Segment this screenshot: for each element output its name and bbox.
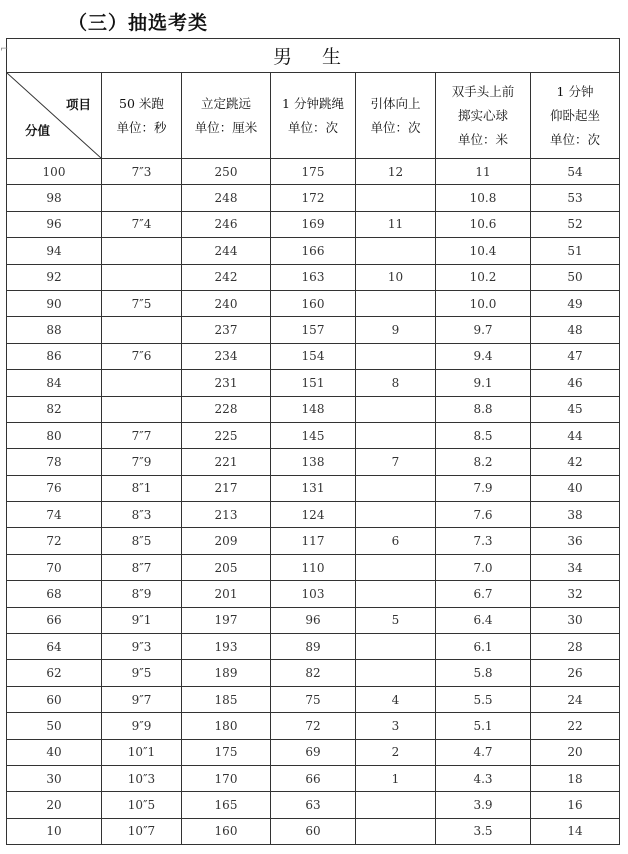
column-header-rope-skip-1min: 1 分钟跳绳 单位：次: [271, 73, 356, 159]
value-cell: 154: [271, 343, 356, 369]
score-cell: 76: [7, 475, 102, 501]
value-cell: 10.4: [436, 238, 531, 264]
value-cell: 9″7: [102, 686, 182, 712]
value-cell: 38: [531, 502, 620, 528]
value-cell: 217: [182, 475, 271, 501]
table-row: [7, 554, 620, 580]
table-row: [7, 422, 620, 448]
value-cell: 124: [271, 502, 356, 528]
value-cell: 8.5: [436, 422, 531, 448]
value-cell: 209: [182, 528, 271, 554]
value-cell: 175: [271, 159, 356, 185]
table-row: [7, 660, 620, 686]
value-cell: 89: [271, 634, 356, 660]
value-cell: 10: [356, 264, 436, 290]
value-cell: 7″3: [102, 159, 182, 185]
value-cell: 248: [182, 185, 271, 211]
value-cell: 30: [531, 607, 620, 633]
table-row: [7, 343, 620, 369]
value-cell: 7.9: [436, 475, 531, 501]
value-cell: 7″6: [102, 343, 182, 369]
value-cell: 11: [356, 211, 436, 237]
value-cell: 20: [531, 739, 620, 765]
score-cell: 90: [7, 290, 102, 316]
table-row: [7, 739, 620, 765]
value-cell: 221: [182, 449, 271, 475]
value-cell: 131: [271, 475, 356, 501]
value-cell: 47: [531, 343, 620, 369]
score-cell: 30: [7, 765, 102, 791]
edge-mark-left: ⌐: [0, 44, 9, 55]
value-cell: 7″7: [102, 422, 182, 448]
value-cell: 44: [531, 422, 620, 448]
value-cell: [356, 634, 436, 660]
table-row: [7, 686, 620, 712]
value-cell: [356, 818, 436, 844]
value-cell: [356, 290, 436, 316]
score-cell: 10: [7, 818, 102, 844]
value-cell: 10.6: [436, 211, 531, 237]
value-cell: 7.0: [436, 554, 531, 580]
value-cell: [102, 396, 182, 422]
table-row: [7, 264, 620, 290]
table-row: [7, 528, 620, 554]
score-cell: 100: [7, 159, 102, 185]
value-cell: 250: [182, 159, 271, 185]
column-header-run-50m: 50 米跑 单位：秒: [102, 73, 182, 159]
value-cell: 8.2: [436, 449, 531, 475]
score-cell: 94: [7, 238, 102, 264]
value-cell: 6.7: [436, 581, 531, 607]
table-row: [7, 159, 620, 185]
value-cell: 4.7: [436, 739, 531, 765]
value-cell: 7″9: [102, 449, 182, 475]
value-cell: 8″9: [102, 581, 182, 607]
value-cell: 63: [271, 792, 356, 818]
score-cell: 64: [7, 634, 102, 660]
table-row: [7, 818, 620, 844]
value-cell: 10.8: [436, 185, 531, 211]
value-cell: 66: [271, 765, 356, 791]
value-cell: 10″7: [102, 818, 182, 844]
table-row: [7, 607, 620, 633]
value-cell: 5.5: [436, 686, 531, 712]
value-cell: 26: [531, 660, 620, 686]
value-cell: 9″3: [102, 634, 182, 660]
score-table-body: [7, 159, 620, 845]
value-cell: 16: [531, 792, 620, 818]
value-cell: [102, 264, 182, 290]
column-header-standing-long-jump: 立定跳远 单位：厘米: [182, 73, 271, 159]
value-cell: 10.2: [436, 264, 531, 290]
table-row: [7, 765, 620, 791]
value-cell: 166: [271, 238, 356, 264]
value-cell: 9.7: [436, 317, 531, 343]
value-cell: 3.5: [436, 818, 531, 844]
score-cell: 70: [7, 554, 102, 580]
value-cell: [356, 396, 436, 422]
value-cell: 53: [531, 185, 620, 211]
value-cell: 151: [271, 370, 356, 396]
value-cell: 7.3: [436, 528, 531, 554]
value-cell: 148: [271, 396, 356, 422]
value-cell: 3.9: [436, 792, 531, 818]
value-cell: 201: [182, 581, 271, 607]
value-cell: 9.1: [436, 370, 531, 396]
value-cell: 49: [531, 290, 620, 316]
value-cell: 172: [271, 185, 356, 211]
value-cell: 75: [271, 686, 356, 712]
table-row: [7, 792, 620, 818]
value-cell: 8″5: [102, 528, 182, 554]
score-cell: 98: [7, 185, 102, 211]
score-cell: 72: [7, 528, 102, 554]
value-cell: 5.8: [436, 660, 531, 686]
value-cell: 6.1: [436, 634, 531, 660]
table-row: [7, 317, 620, 343]
value-cell: 237: [182, 317, 271, 343]
score-cell: 92: [7, 264, 102, 290]
value-cell: 189: [182, 660, 271, 686]
value-cell: 8″3: [102, 502, 182, 528]
table-row: [7, 238, 620, 264]
value-cell: 160: [182, 818, 271, 844]
value-cell: 4: [356, 686, 436, 712]
score-cell: 78: [7, 449, 102, 475]
value-cell: 10″3: [102, 765, 182, 791]
value-cell: 69: [271, 739, 356, 765]
value-cell: 8″7: [102, 554, 182, 580]
value-cell: 7″5: [102, 290, 182, 316]
table-row: [7, 290, 620, 316]
value-cell: 8″1: [102, 475, 182, 501]
corner-label-item: 项目: [65, 97, 91, 112]
value-cell: 54: [531, 159, 620, 185]
value-cell: 165: [182, 792, 271, 818]
value-cell: [356, 660, 436, 686]
value-cell: 34: [531, 554, 620, 580]
value-cell: 231: [182, 370, 271, 396]
value-cell: [356, 502, 436, 528]
value-cell: 10″1: [102, 739, 182, 765]
value-cell: 9: [356, 317, 436, 343]
value-cell: 10.0: [436, 290, 531, 316]
page-title: （三）抽选考类: [68, 12, 209, 34]
table-row: [7, 581, 620, 607]
value-cell: 242: [182, 264, 271, 290]
score-cell: 62: [7, 660, 102, 686]
value-cell: 45: [531, 396, 620, 422]
value-cell: 48: [531, 317, 620, 343]
value-cell: 117: [271, 528, 356, 554]
value-cell: 170: [182, 765, 271, 791]
table-row: [7, 634, 620, 660]
score-cell: 60: [7, 686, 102, 712]
value-cell: 10″5: [102, 792, 182, 818]
table-row: [7, 449, 620, 475]
table-row: [7, 713, 620, 739]
value-cell: 50: [531, 264, 620, 290]
value-cell: 244: [182, 238, 271, 264]
score-cell: 40: [7, 739, 102, 765]
score-cell: 66: [7, 607, 102, 633]
value-cell: 18: [531, 765, 620, 791]
value-cell: 11: [436, 159, 531, 185]
value-cell: [102, 317, 182, 343]
value-cell: 240: [182, 290, 271, 316]
score-cell: 96: [7, 211, 102, 237]
table-row: [7, 475, 620, 501]
value-cell: 52: [531, 211, 620, 237]
value-cell: 110: [271, 554, 356, 580]
value-cell: [356, 581, 436, 607]
score-table: [6, 38, 620, 845]
value-cell: 160: [271, 290, 356, 316]
value-cell: 163: [271, 264, 356, 290]
table-row: [7, 370, 620, 396]
score-cell: 82: [7, 396, 102, 422]
value-cell: [356, 422, 436, 448]
value-cell: 9″1: [102, 607, 182, 633]
value-cell: [356, 475, 436, 501]
value-cell: 46: [531, 370, 620, 396]
value-cell: 157: [271, 317, 356, 343]
value-cell: 185: [182, 686, 271, 712]
value-cell: 9″9: [102, 713, 182, 739]
value-cell: 42: [531, 449, 620, 475]
value-cell: 6: [356, 528, 436, 554]
value-cell: 60: [271, 818, 356, 844]
value-cell: 40: [531, 475, 620, 501]
value-cell: 24: [531, 686, 620, 712]
table-row: [7, 502, 620, 528]
column-header-sit-up-1min: 1 分钟 仰卧起坐 单位：次: [531, 73, 620, 159]
value-cell: 8.8: [436, 396, 531, 422]
value-cell: 228: [182, 396, 271, 422]
value-cell: 193: [182, 634, 271, 660]
value-cell: 145: [271, 422, 356, 448]
table-row: [7, 211, 620, 237]
value-cell: [356, 185, 436, 211]
value-cell: 36: [531, 528, 620, 554]
value-cell: 7″4: [102, 211, 182, 237]
score-cell: 86: [7, 343, 102, 369]
score-cell: 20: [7, 792, 102, 818]
value-cell: [102, 238, 182, 264]
value-cell: 96: [271, 607, 356, 633]
value-cell: 82: [271, 660, 356, 686]
value-cell: 6.4: [436, 607, 531, 633]
table-row: [7, 396, 620, 422]
value-cell: 22: [531, 713, 620, 739]
value-cell: 72: [271, 713, 356, 739]
value-cell: 175: [182, 739, 271, 765]
score-cell: 50: [7, 713, 102, 739]
score-cell: 74: [7, 502, 102, 528]
score-cell: 84: [7, 370, 102, 396]
value-cell: 5.1: [436, 713, 531, 739]
value-cell: [356, 792, 436, 818]
value-cell: 2: [356, 739, 436, 765]
value-cell: [356, 238, 436, 264]
table-row: [7, 185, 620, 211]
value-cell: 7: [356, 449, 436, 475]
gender-header: 男 生: [7, 39, 620, 73]
column-header-medicine-ball-throw: 双手头上前 掷实心球 单位：米: [436, 73, 531, 159]
value-cell: [356, 343, 436, 369]
value-cell: 3: [356, 713, 436, 739]
corner-header: [7, 73, 102, 159]
column-header-pull-up: 引体向上 单位：次: [356, 73, 436, 159]
score-cell: 88: [7, 317, 102, 343]
value-cell: 28: [531, 634, 620, 660]
value-cell: 51: [531, 238, 620, 264]
value-cell: 9″5: [102, 660, 182, 686]
score-cell: 68: [7, 581, 102, 607]
score-cell: 80: [7, 422, 102, 448]
value-cell: 9.4: [436, 343, 531, 369]
value-cell: 7.6: [436, 502, 531, 528]
value-cell: 103: [271, 581, 356, 607]
value-cell: 234: [182, 343, 271, 369]
value-cell: 4.3: [436, 765, 531, 791]
value-cell: 5: [356, 607, 436, 633]
value-cell: 225: [182, 422, 271, 448]
value-cell: 138: [271, 449, 356, 475]
value-cell: [102, 370, 182, 396]
value-cell: 12: [356, 159, 436, 185]
value-cell: [356, 554, 436, 580]
value-cell: 1: [356, 765, 436, 791]
value-cell: 8: [356, 370, 436, 396]
value-cell: 197: [182, 607, 271, 633]
corner-label-score: 分值: [25, 123, 51, 138]
value-cell: 180: [182, 713, 271, 739]
value-cell: 169: [271, 211, 356, 237]
value-cell: 246: [182, 211, 271, 237]
value-cell: 14: [531, 818, 620, 844]
value-cell: 205: [182, 554, 271, 580]
value-cell: [102, 185, 182, 211]
value-cell: 213: [182, 502, 271, 528]
value-cell: 32: [531, 581, 620, 607]
